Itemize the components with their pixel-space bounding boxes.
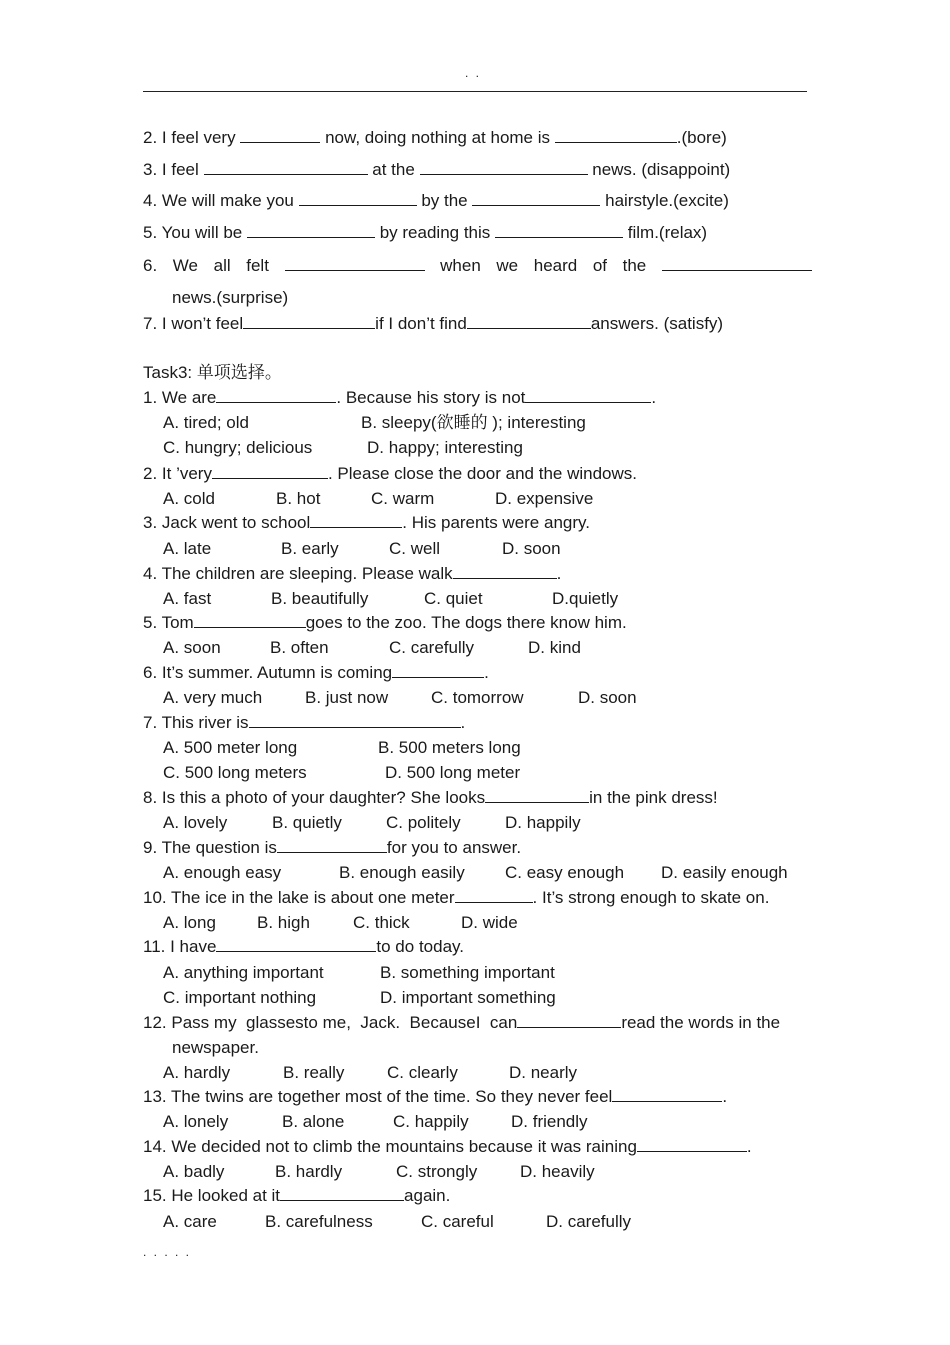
t2-q2-text-c: .(bore) — [676, 128, 727, 147]
option-d[interactable]: D. friendly — [511, 1112, 588, 1131]
t3-q7 — [143, 713, 465, 733]
t3-q5-text-b: goes to the zoo. The dogs there know him. — [305, 613, 627, 632]
t3-q7-text-a: 7. This river is — [143, 713, 249, 732]
option-a[interactable]: A. care — [163, 1212, 217, 1231]
answer-blank[interactable] — [525, 388, 651, 403]
option-c[interactable]: C. thick — [353, 913, 410, 932]
answer-blank[interactable] — [517, 1013, 621, 1028]
t2-q6-word: felt — [246, 256, 269, 275]
answer-blank[interactable] — [194, 613, 306, 628]
t3-q15-text-a: 15. He looked at it — [143, 1186, 281, 1205]
answer-blank[interactable] — [216, 937, 376, 952]
option-a[interactable]: A. long — [163, 913, 216, 932]
option-d[interactable]: D. happy; interesting — [367, 438, 523, 457]
option-a[interactable]: A. lonely — [163, 1112, 229, 1131]
answer-blank[interactable] — [420, 160, 588, 175]
t3-q14-text-b: . — [746, 1137, 752, 1156]
t2-q4-text-a: 4. We will make you — [143, 191, 294, 210]
option-a[interactable]: A. cold — [163, 489, 215, 508]
answer-blank[interactable] — [280, 1186, 404, 1201]
t3-q8-text-a: 8. Is this a photo of your daughter? She looks — [143, 788, 486, 807]
t3-q5 — [143, 613, 627, 633]
option-a[interactable]: A. very much — [163, 688, 263, 707]
t2-q5-text-a: 5. You will be — [143, 223, 243, 242]
answer-blank[interactable] — [485, 788, 589, 803]
option-a[interactable]: A. late — [163, 539, 212, 558]
t3-q12-cont: newspaper. — [172, 1038, 259, 1057]
t3-q6-text-a: 6. It’s summer. Autumn is coming — [143, 663, 393, 682]
option-b[interactable]: B. sleepy(欲睡的 ); interesting — [361, 413, 586, 432]
option-b[interactable]: B. hot — [276, 489, 321, 508]
option-c[interactable]: C. easy enough — [505, 863, 625, 882]
option-c[interactable]: C. important nothing — [163, 988, 317, 1007]
t2-q7 — [143, 314, 723, 334]
t3-q1-text-b: . Because his story is not — [336, 388, 526, 407]
t2-q4-text-c: hairstyle.(excite) — [605, 191, 729, 210]
t2-q3-text-b: at the — [372, 160, 415, 179]
option-c[interactable]: C. clearly — [387, 1063, 458, 1082]
t2-q6-word: We — [172, 256, 198, 275]
t3-q12-word: my — [213, 1013, 237, 1032]
answer-blank[interactable] — [299, 191, 417, 206]
answer-blank[interactable] — [240, 128, 320, 143]
t3-q15 — [143, 1186, 450, 1206]
t2-q7-text-a: 7. I won’t feel — [143, 314, 244, 333]
t3-q8 — [143, 788, 718, 808]
option-d[interactable]: D. 500 long meter — [385, 763, 521, 782]
answer-blank[interactable] — [249, 713, 461, 728]
t3-q10-text-a: 10. The ice in the lake is about one meter — [143, 888, 455, 907]
option-b[interactable]: B. enough easily — [339, 863, 465, 882]
t3-q4-text-b: . — [556, 564, 562, 583]
t3-q13 — [143, 1087, 727, 1107]
option-d[interactable]: D. kind — [528, 638, 581, 657]
option-d[interactable]: D. soon — [502, 539, 561, 558]
option-d[interactable]: D. nearly — [509, 1063, 578, 1082]
t3-q12-word: me, — [322, 1013, 351, 1032]
header-dots: . . — [465, 66, 482, 80]
t3-q13-text-b: . — [722, 1087, 728, 1106]
t3-q12-word: can — [489, 1013, 518, 1032]
option-b[interactable]: B. often — [270, 638, 329, 657]
t3-q3-text-b: . His parents were angry. — [402, 513, 590, 532]
option-d[interactable]: D.quietly — [552, 589, 619, 608]
option-d[interactable]: D. important something — [380, 988, 556, 1007]
t3-q3 — [143, 513, 590, 533]
answer-blank[interactable] — [310, 513, 402, 528]
footer-dots: . . . . . — [143, 1245, 192, 1259]
option-c[interactable]: C. tomorrow — [431, 688, 524, 707]
t3-q12-word: to — [303, 1013, 318, 1032]
option-b[interactable]: B. early — [281, 539, 339, 558]
option-b[interactable]: B. just now — [305, 688, 389, 707]
answer-blank[interactable] — [277, 838, 387, 853]
t3-q2-text-a: 2. It ’very — [143, 464, 212, 483]
option-c[interactable]: C. hungry; delicious — [163, 438, 313, 457]
answer-blank[interactable] — [467, 314, 591, 329]
t3-q4-text-a: 4. The children are sleeping. Please walk — [143, 564, 453, 583]
t3-q14-text-a: 14. We decided not to climb the mountains because it was raining — [143, 1137, 637, 1156]
option-d[interactable]: D. soon — [578, 688, 637, 707]
t3-q11-text-a: 11. I have — [143, 937, 217, 956]
t3-q8-text-b: in the pink dress! — [589, 788, 718, 807]
t2-q2-text-b: now, doing nothing at home is — [325, 128, 551, 147]
t2-q6-word: heard — [533, 256, 578, 275]
answer-blank[interactable] — [204, 160, 368, 175]
option-c[interactable]: C. 500 long meters — [163, 763, 307, 782]
option-a[interactable]: A. tired; old — [163, 413, 249, 432]
t3-q12 — [143, 1013, 780, 1033]
option-c[interactable]: C. well — [389, 539, 441, 558]
option-a[interactable]: A. enough easy — [163, 863, 282, 882]
t3-q10 — [143, 888, 769, 908]
t2-q3-text-a: 3. I feel — [143, 160, 199, 179]
option-b[interactable]: B. really — [283, 1063, 345, 1082]
t3-q2-text-b: . Please close the door and the windows. — [327, 464, 637, 483]
option-d[interactable]: D. carefully — [546, 1212, 632, 1231]
task3-title: Task3: 单项选择。 — [143, 363, 282, 382]
t2-q6 — [143, 256, 812, 276]
t3-q14 — [143, 1137, 752, 1157]
t3-q6-text-b: . — [484, 663, 489, 682]
answer-blank[interactable] — [453, 564, 557, 579]
option-b[interactable]: B. quietly — [272, 813, 342, 832]
t2-q7-text-b: if I don’t find — [375, 314, 467, 333]
t3-q4 — [143, 564, 561, 584]
option-c[interactable]: C. politely — [386, 813, 461, 832]
t3-q12-word: 12. — [143, 1013, 167, 1032]
t2-q2-text-a: 2. I feel very — [143, 128, 236, 147]
option-a[interactable]: A. badly — [163, 1162, 225, 1181]
t3-q6 — [143, 663, 489, 683]
option-a[interactable]: A. lovely — [163, 813, 228, 832]
answer-blank[interactable] — [612, 1087, 722, 1102]
option-b[interactable]: B. alone — [282, 1112, 345, 1131]
option-b[interactable]: B. something important — [380, 963, 555, 982]
option-d[interactable]: D. expensive — [495, 489, 594, 508]
t3-q1 — [143, 388, 656, 408]
t2-q4-text-b: by the — [421, 191, 468, 210]
option-c[interactable]: C. quiet — [424, 589, 483, 608]
t3-q1-text-a: 1. We are — [143, 388, 217, 407]
t3-q9-text-a: 9. The question is — [143, 838, 277, 857]
t2-q6-word: when — [440, 256, 481, 275]
answer-blank[interactable] — [243, 314, 375, 329]
t3-q7-text-b: . — [460, 713, 466, 732]
option-b[interactable]: B. high — [257, 913, 310, 932]
answer-blank[interactable] — [662, 256, 812, 271]
option-d[interactable]: D. wide — [461, 913, 518, 932]
t2-q6-word: 6. — [143, 256, 158, 275]
t3-q12-word: I — [475, 1013, 481, 1032]
answer-blank[interactable] — [216, 388, 336, 403]
t3-q9-text-b: for you to answer. — [386, 838, 522, 857]
option-d[interactable]: D. heavily — [520, 1162, 595, 1181]
answer-blank[interactable] — [247, 223, 375, 238]
t2-q6-cont: news.(surprise) — [172, 288, 289, 307]
t2-q6-word: the — [622, 256, 647, 275]
t3-q10-text-b: . It’s strong enough to skate on. — [532, 888, 770, 907]
answer-blank[interactable] — [472, 191, 600, 206]
option-c[interactable]: C. warm — [371, 489, 435, 508]
option-a[interactable]: A. hardly — [163, 1063, 231, 1082]
t2-q6-word: we — [496, 256, 519, 275]
t2-q6-word: of — [592, 256, 608, 275]
option-a[interactable]: A. anything important — [163, 963, 324, 982]
t3-q12-text-b: read the words in the — [621, 1013, 781, 1032]
option-d[interactable]: D. easily enough — [661, 863, 788, 882]
option-b[interactable]: B. 500 meters long — [378, 738, 521, 757]
answer-blank[interactable] — [555, 128, 677, 143]
t3-q12-word: Pass — [171, 1013, 210, 1032]
option-b[interactable]: B. carefulness — [265, 1212, 373, 1231]
t3-q11-text-b: to do today. — [376, 937, 464, 956]
t3-q1-text-c: . — [651, 388, 657, 407]
t2-q3-text-c: news. (disappoint) — [592, 160, 731, 179]
t2-q3 — [143, 160, 730, 180]
option-c[interactable]: C. carefully — [389, 638, 475, 657]
t2-q6-word: all — [213, 256, 231, 275]
option-b[interactable]: B. beautifully — [271, 589, 369, 608]
option-a[interactable]: A. soon — [163, 638, 221, 657]
t3-q15-text-b: again. — [404, 1186, 451, 1205]
header-rule — [143, 91, 807, 92]
option-c[interactable]: C. careful — [421, 1212, 494, 1231]
t3-q13-text-a: 13. The twins are together most of the time. So they never feel — [143, 1087, 613, 1106]
option-d[interactable]: D. happily — [505, 813, 581, 832]
answer-blank[interactable] — [285, 256, 425, 271]
t2-q5-text-c: film.(relax) — [627, 223, 708, 242]
t3-q12-word: Jack. — [360, 1013, 401, 1032]
t3-q5-text-a: 5. Tom — [143, 613, 194, 632]
t2-q5 — [143, 223, 707, 243]
answer-blank[interactable] — [212, 464, 328, 479]
answer-blank[interactable] — [392, 663, 484, 678]
option-c[interactable]: C. strongly — [396, 1162, 478, 1181]
t3-q11 — [143, 937, 464, 957]
answer-blank[interactable] — [455, 888, 533, 903]
t3-q12-word: Because — [409, 1013, 476, 1032]
answer-blank[interactable] — [637, 1137, 747, 1152]
option-c[interactable]: C. happily — [393, 1112, 469, 1131]
t2-q5-text-b: by reading this — [379, 223, 491, 242]
t2-q4 — [143, 191, 729, 211]
option-a[interactable]: A. fast — [163, 589, 212, 608]
t3-q2 — [143, 464, 637, 484]
option-a[interactable]: A. 500 meter long — [163, 738, 298, 757]
t2-q2 — [143, 128, 727, 148]
t2-q7-text-c: answers. (satisfy) — [590, 314, 724, 333]
t3-q3-text-a: 3. Jack went to school — [143, 513, 311, 532]
t3-q9 — [143, 838, 521, 858]
answer-blank[interactable] — [495, 223, 623, 238]
option-b[interactable]: B. hardly — [275, 1162, 343, 1181]
t3-q12-word: glasses — [246, 1013, 304, 1032]
